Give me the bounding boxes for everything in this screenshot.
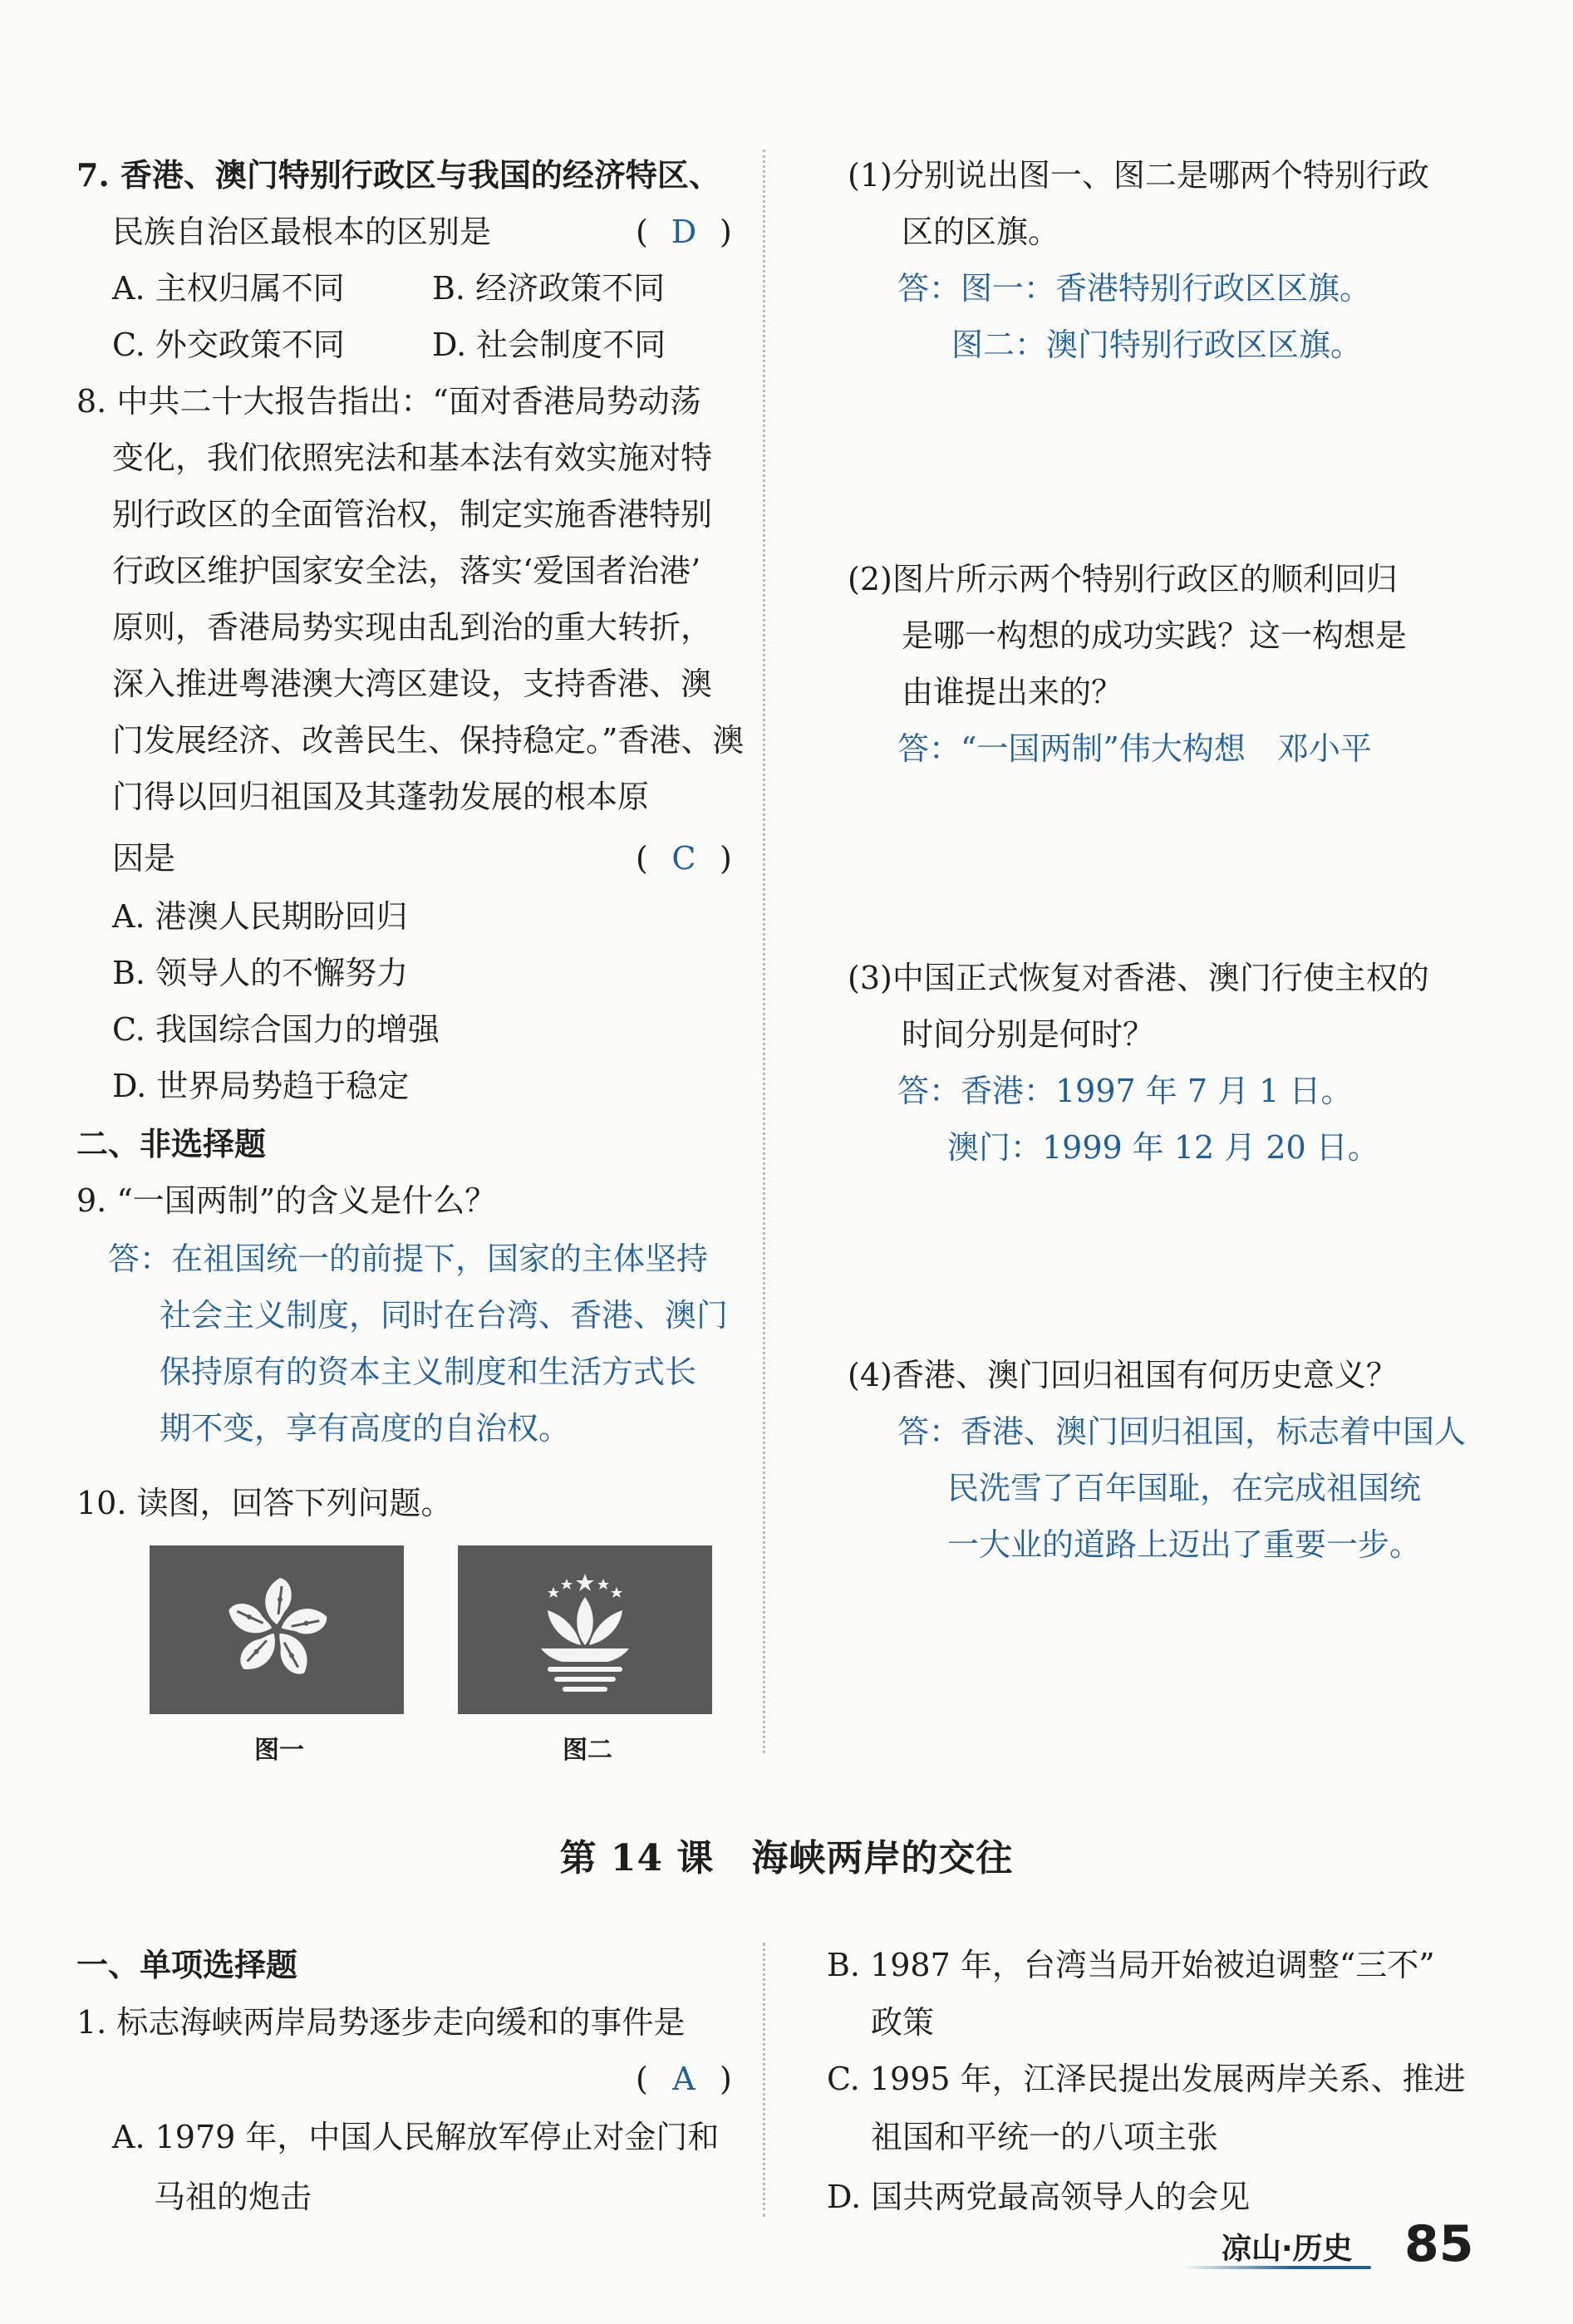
lq1-option-a: A. 1979 年，中国人民解放军停止对金门和 — [112, 2119, 720, 2155]
part3-answer-line: 澳门：1999 年 12 月 20 日。 — [947, 1129, 1379, 1166]
q9-question: 9. “一国两制”的含义是什么？ — [76, 1182, 497, 1219]
q7-answer: D — [671, 214, 697, 250]
part1-question-line: (1)分别说出图一、图二是哪两个特别行政 — [848, 157, 1429, 194]
part1-answer-line: 答：图一：香港特别行政区区旗。 — [897, 270, 1372, 307]
lq1-option-a-cont: 马祖的炮击 — [154, 2179, 312, 2215]
footer-subject-label: 凉山·历史 — [1222, 2232, 1353, 2266]
q8-line: 8. 中共二十大报告指出：“面对香港局势动荡 — [76, 383, 701, 420]
part3-question-line: 时间分别是何时？ — [902, 1016, 1155, 1053]
part4-answer-line: 民洗雪了百年国耻，在完成祖国统 — [947, 1470, 1422, 1506]
macau-lotus-flag-icon — [458, 1545, 712, 1714]
q8-line: 门得以回归祖国及其蓬勃发展的根本原 — [112, 779, 650, 815]
part2-question-line: 是哪一构想的成功实践？这一构想是 — [902, 617, 1408, 654]
q8-option-d: D. 世界局势趋于稳定 — [112, 1068, 410, 1104]
part2-answer-line: 答：“一国两制”伟大构想 邓小平 — [897, 730, 1372, 767]
figure-2-caption: 图二 — [563, 1736, 612, 1765]
q8-line: 变化，我们依照宪法和基本法有效实施对特 — [112, 440, 713, 476]
lq1-option-b-cont: 政策 — [871, 2004, 935, 2041]
q9-answer-line: 答：在祖国统一的前提下，国家的主体坚持 — [108, 1241, 709, 1277]
q8-line: 行政区维护国家安全法，落实‘爱国者治港’ — [112, 553, 701, 589]
column-divider-lower — [763, 1943, 765, 2217]
section-heading-single-choice: 一、单项选择题 — [76, 1946, 298, 1983]
lotus-flower-icon — [458, 1545, 712, 1714]
part2-question-line: 由谁提出来的？ — [902, 674, 1123, 710]
q8-line: 门发展经济、改善民生、保持稳定。”香港、澳 — [112, 722, 745, 759]
q8-line: 因是 — [112, 840, 176, 877]
q7-option-a: A. 主权归属不同 — [112, 270, 345, 307]
part4-answer-line: 一大业的道路上迈出了重要一步。 — [947, 1526, 1422, 1563]
lesson-title: 第 14 课 海峡两岸的交往 — [559, 1837, 1014, 1879]
part1-answer-line: 图二：澳门特别行政区区旗。 — [951, 327, 1363, 363]
part3-answer-line: 答：香港：1997 年 7 月 1 日。 — [897, 1073, 1353, 1109]
part3-question-line: (3)中国正式恢复对香港、澳门行使主权的 — [848, 960, 1429, 996]
q9-answer-line: 保持原有的资本主义制度和生活方式长 — [160, 1354, 697, 1390]
lq1-option-b: B. 1987 年，台湾当局开始被迫调整“三不” — [827, 1947, 1435, 1983]
q10-question: 10. 读图，回答下列问题。 — [76, 1485, 453, 1521]
section-heading-non-choice: 二、非选择题 — [76, 1125, 267, 1162]
q8-answer-slot: ( C ) — [636, 840, 732, 877]
page-number: 85 — [1404, 2215, 1474, 2273]
q8-line: 别行政区的全面管治权，制定实施香港特别 — [112, 496, 713, 533]
lq1-answer: A — [672, 2061, 696, 2097]
hong-kong-bauhinia-flag-icon — [150, 1545, 404, 1714]
q7-option-d: D. 社会制度不同 — [432, 327, 666, 363]
part1-question-line: 区的区旗。 — [902, 214, 1060, 250]
part4-answer-line: 答：香港、澳门回归祖国，标志着中国人 — [897, 1413, 1467, 1450]
q7-line2: 民族自治区最根本的区别是 — [112, 214, 492, 250]
q9-answer-line: 社会主义制度，同时在台湾、香港、澳门 — [160, 1297, 729, 1334]
q8-line: 原则，香港局势实现由乱到治的重大转折， — [112, 609, 713, 646]
q8-option-a: A. 港澳人民期盼回归 — [112, 898, 408, 935]
q8-answer: C — [671, 840, 696, 877]
q8-option-c: C. 我国综合国力的增强 — [112, 1011, 440, 1048]
q8-option-b: B. 领导人的不懈努力 — [112, 955, 409, 991]
q8-line: 深入推进粤港澳大湾区建设，支持香港、澳 — [112, 666, 713, 702]
part4-question-line: (4)香港、澳门回归祖国有何历史意义？ — [848, 1357, 1398, 1393]
lq1-answer-slot: ( A ) — [636, 2061, 732, 2097]
q9-answer-line: 期不变，享有高度的自治权。 — [160, 1410, 571, 1447]
column-divider — [763, 150, 765, 1753]
part2-question-line: (2)图片所示两个特别行政区的顺利回归 — [848, 561, 1398, 597]
lq1-option-c-cont: 祖国和平统一的八项主张 — [871, 2119, 1219, 2155]
lq1-option-d: D. 国共两党最高领导人的会见 — [827, 2179, 1251, 2215]
q7-answer-slot: ( D ) — [636, 214, 732, 250]
q7-option-c: C. 外交政策不同 — [112, 327, 345, 363]
q7-option-b: B. 经济政策不同 — [432, 270, 666, 307]
bauhinia-flower-icon — [150, 1545, 404, 1714]
q7-line1: 7. 香港、澳门特别行政区与我国的经济特区、 — [76, 156, 720, 194]
lq1-option-c: C. 1995 年，江泽民提出发展两岸关系、推进 — [827, 2061, 1466, 2097]
lq1-question: 1. 标志海峡两岸局势逐步走向缓和的事件是 — [76, 2004, 686, 2041]
figure-1-caption: 图一 — [254, 1736, 304, 1765]
